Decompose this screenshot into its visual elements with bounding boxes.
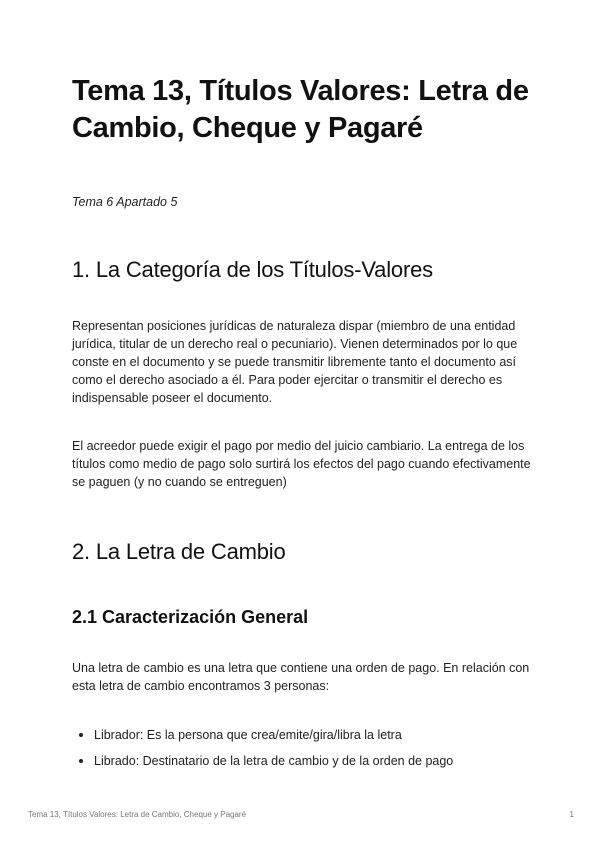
section-1-heading: 1. La Categoría de los Títulos-Valores (72, 257, 433, 282)
document-title: Tema 13, Títulos Valores: Letra de Cambio, Cheque y Pagaré (72, 75, 529, 144)
list-item (72, 752, 453, 770)
page-footer (28, 810, 574, 819)
bullet-icon (79, 733, 83, 737)
section-1-paragraph-2: El acreedor puede exigir el pago por medio del juicio cambiario. La entrega de los títulos como medio de pago solo surtirá los efectos del pago cuando efectivamente se paguen (y no cuando se entreguen) (72, 439, 531, 489)
page-number: 1 (569, 810, 574, 819)
list-item-text: Librado: Destinatario de la letra de cambio y de la orden de pago (94, 754, 454, 768)
section-1-paragraph-1: Representan posiciones jurídicas de naturaleza dispar (miembro de una entidad jurídica, titular de un derecho real o pecuniario). Vienen determinados por lo que conste en el documento y se puede transmitir libremente tanto el documento así como el derecho asociado a él. Para poder ejercitar o transmitir el derecho es indispensable poseer el documento. (72, 319, 518, 405)
section-2-heading: 2. La Letra de Cambio (72, 539, 286, 564)
subsection-2-1-paragraph: Una letra de cambio es una letra que contiene una orden de pago. En relación con esta letra de cambio encontramos 3 personas: (72, 661, 530, 693)
footer-text: Tema 13, Títulos Valores: Letra de Cambio, Cheque y Pagaré (28, 810, 247, 819)
subsection-2-1-heading: 2.1 Caracterización General (72, 607, 309, 627)
list-item-text: Librador: Es la persona que crea/emite/gira/libra la letra (94, 728, 402, 742)
document-subtitle: Tema 6 Apartado 5 (72, 195, 178, 209)
bullet-icon (79, 759, 83, 763)
bullet-list (72, 726, 453, 778)
list-item (72, 726, 453, 744)
